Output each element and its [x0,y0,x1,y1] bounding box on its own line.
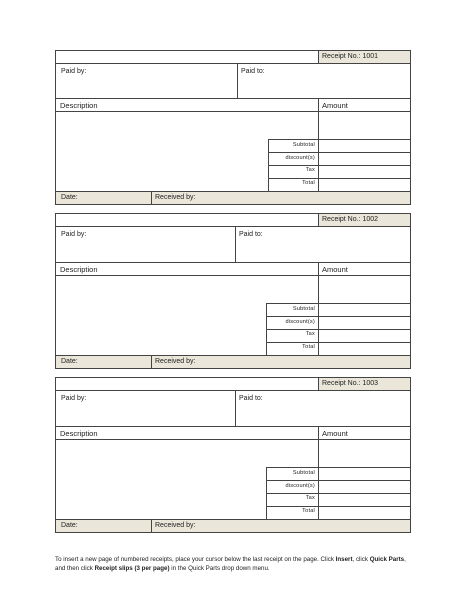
discount-label: discount(s) [285,155,315,161]
instructions-part-2: , click [352,556,370,563]
receipt-slip-1 [55,50,411,205]
tax-label: Tax [305,331,315,337]
paid-by-label: Paid by: [61,68,87,75]
amount-header: Amount [322,429,348,438]
instructions-quick-parts: Quick Parts [369,556,405,563]
total-label: Total [302,180,315,186]
instructions-part-1: To insert a new page of numbered receipts, place your cursor below the last receipt on the page. Click [55,556,336,563]
tax-label: Tax [305,495,315,501]
receipt-slip-3 [55,377,411,533]
instructions-insert: Insert [335,556,353,563]
subtotal-label: Subtotal [292,142,315,148]
discount-label: discount(s) [285,483,315,489]
received-by-label: Received by: [155,194,196,201]
paid-by-label: Paid by: [61,395,87,402]
receipt-slip-2 [55,213,411,369]
paid-to-label: Paid to: [239,395,263,402]
amount-header: Amount [322,101,348,110]
description-header: Description [60,429,98,438]
tax-label: Tax [305,167,315,173]
total-label: Total [302,508,315,514]
received-by-label: Received by: [155,358,196,365]
footer-row [56,356,410,368]
amount-header: Amount [322,265,348,274]
instructions-text [55,555,415,573]
receipt-number: Receipt No.: 1002 [322,216,379,223]
description-header: Description [60,101,98,110]
receipt-number: Receipt No.: 1001 [322,53,379,60]
instructions-part-3: , and then click [55,556,406,572]
instructions-part-4: in the Quick Parts drop down menu. [169,565,270,572]
discount-label: discount(s) [285,319,315,325]
date-label: Date: [61,358,78,365]
date-label: Date: [61,522,78,529]
subtotal-label: Subtotal [292,306,315,312]
instructions-receipt-slips: Receipt slips (3 per page) [94,565,170,572]
receipt-number: Receipt No.: 1003 [322,380,379,387]
date-label: Date: [61,194,78,201]
paid-to-label: Paid to: [241,68,265,75]
footer-row [56,192,410,204]
footer-row [56,520,410,532]
description-header: Description [60,265,98,274]
subtotal-label: Subtotal [292,470,315,476]
paid-to-label: Paid to: [239,231,263,238]
total-label: Total [302,344,315,350]
paid-by-label: Paid by: [61,231,87,238]
received-by-label: Received by: [155,522,196,529]
